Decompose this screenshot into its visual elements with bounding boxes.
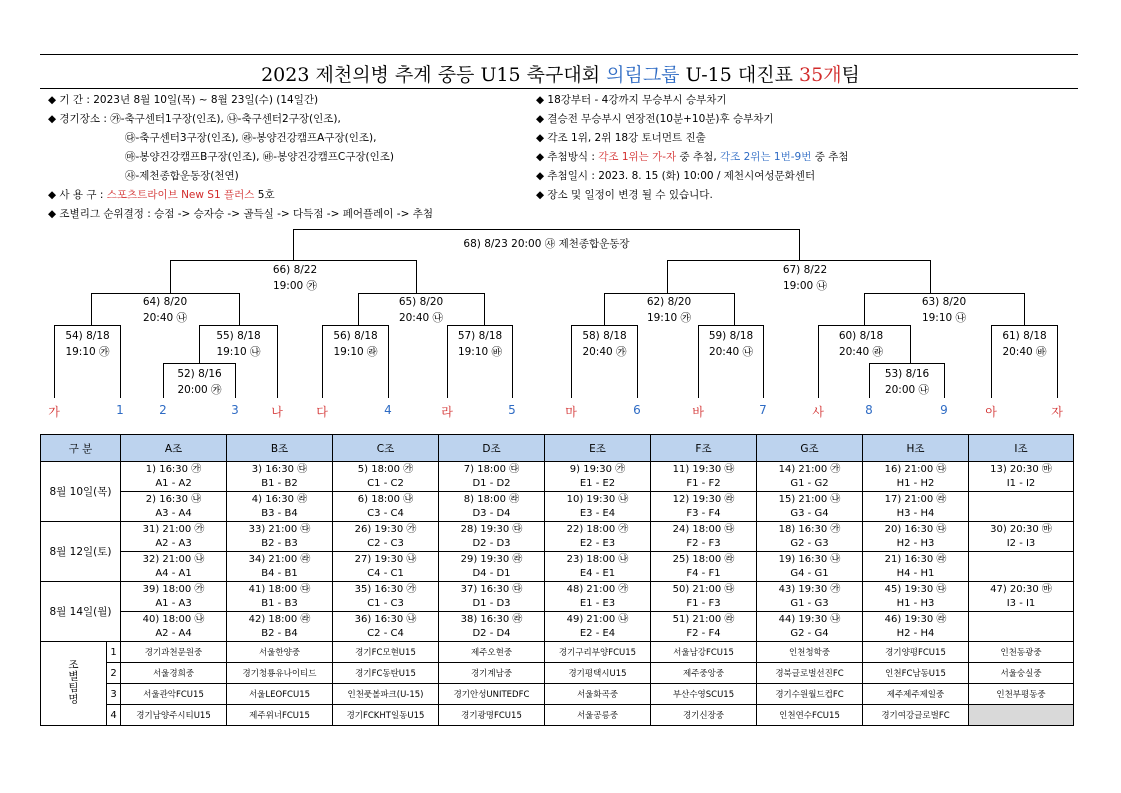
- game-info: 6) 18:00 ㉯: [357, 493, 414, 505]
- team-name: 경기신장중: [651, 705, 757, 726]
- team-name: 경북글로벌선진FC: [757, 663, 863, 684]
- game-info: 23) 18:00 ㉯: [566, 553, 629, 565]
- slot-label: 5: [508, 403, 516, 417]
- team-row: [41, 642, 1074, 663]
- game-info: 18) 16:30 ㉮: [778, 523, 841, 535]
- match-59-label: 59) 8/18 20:40 ㉯: [708, 330, 754, 358]
- game-cell: [333, 522, 439, 552]
- slot-label: 마: [565, 405, 577, 419]
- game-matchup: D4 - D1: [472, 567, 511, 579]
- game-matchup: H2 - H3: [896, 537, 935, 549]
- game-matchup: B2 - B4: [261, 627, 298, 639]
- header-category: 구 분: [41, 435, 121, 462]
- game-info: 32) 21:00 ㉯: [142, 553, 205, 565]
- slot-label: 다: [316, 405, 328, 419]
- match-58-label: 58) 8/18 20:40 ㉮: [582, 330, 627, 358]
- slot-label: 8: [865, 403, 873, 417]
- table-row: [41, 492, 1074, 522]
- game-info: 12) 19:30 ㉱: [672, 493, 735, 505]
- game-matchup: G3 - G4: [790, 507, 829, 519]
- game-matchup: F2 - F3: [686, 537, 721, 549]
- game-info: 42) 18:00 ㉱: [248, 613, 311, 625]
- game-cell: [651, 462, 757, 492]
- slot-label: 아: [985, 405, 997, 419]
- header-group: A조: [121, 435, 227, 462]
- team-rank-number: 2: [107, 663, 121, 684]
- game-info: 16) 21:00 ㉰: [884, 463, 947, 475]
- match-67-label: 67) 8/22 19:00 ㉯: [782, 264, 828, 292]
- game-info: 41) 18:00 ㉰: [248, 583, 311, 595]
- game-info: 38) 16:30 ㉱: [460, 613, 523, 625]
- team-name: [969, 705, 1074, 726]
- match-56-label: 56) 8/18 19:10 ㉱: [333, 330, 378, 358]
- game-matchup: D2 - D4: [472, 627, 511, 639]
- game-cell: [121, 552, 227, 582]
- team-name: 경기남양주시티U15: [121, 705, 227, 726]
- info-rule-4: ◆ 추첨방식 : 각조 1위는 가-자 중 추첨, 각조 2위는 1번-9번 중 추첨: [536, 151, 849, 163]
- game-info: 7) 18:00 ㉰: [463, 463, 520, 475]
- team-label-cell: [41, 642, 107, 726]
- game-matchup: B2 - B3: [261, 537, 298, 549]
- game-matchup: E3 - E4: [579, 507, 616, 519]
- game-info: 17) 21:00 ㉱: [884, 493, 947, 505]
- team-name: 경기수원월드컵FC: [757, 684, 863, 705]
- game-cell: [651, 582, 757, 612]
- game-cell: [757, 582, 863, 612]
- game-cell: [863, 462, 969, 492]
- team-name: 인천동광중: [969, 642, 1074, 663]
- slot-label: 1: [116, 403, 124, 417]
- game-matchup: C1 - C3: [367, 597, 404, 609]
- match-54-label: 54) 8/18 19:10 ㉮: [65, 330, 110, 358]
- team-name: 경기구리부양FCU15: [545, 642, 651, 663]
- match-57-label: 57) 8/18 19:10 ㉳: [457, 330, 503, 358]
- game-cell: [121, 462, 227, 492]
- team-name: 경기청룡유나이티드: [227, 663, 333, 684]
- game-cell: [863, 582, 969, 612]
- team-name: 서울LEOFCU15: [227, 684, 333, 705]
- game-matchup: E2 - E4: [579, 627, 616, 639]
- info-venue-4: ㉴-제천종합운동장(천연): [125, 170, 239, 182]
- game-matchup: H1 - H3: [896, 597, 935, 609]
- game-info: 2) 16:30 ㉯: [145, 493, 202, 505]
- game-info: 40) 18:00 ㉯: [142, 613, 205, 625]
- team-name: 서울공릉중: [545, 705, 651, 726]
- top-rule: [40, 54, 1078, 55]
- team-name: 인천FC남동U15: [863, 663, 969, 684]
- game-cell: [757, 492, 863, 522]
- team-name: 서울관악FCU15: [121, 684, 227, 705]
- info-rule-5: ◆ 추첨일시 : 2023. 8. 15 (화) 10:00 / 제천시여성문화센터: [536, 170, 816, 182]
- game-matchup: E4 - E1: [579, 567, 616, 579]
- info-rank: ◆ 조별리그 순위결정 : 승점 -> 승자승 -> 골득실 -> 다득점 -> 페어플레이 -> 추첨: [48, 208, 433, 220]
- game-matchup: B1 - B2: [261, 477, 298, 489]
- game-matchup: C2 - C4: [367, 627, 404, 639]
- game-info: 4) 16:30 ㉱: [251, 493, 308, 505]
- game-info: 45) 19:30 ㉰: [884, 583, 947, 595]
- game-cell: [757, 612, 863, 642]
- game-cell: [439, 522, 545, 552]
- slot-label: 7: [759, 403, 767, 417]
- game-info: 46) 19:30 ㉱: [884, 613, 947, 625]
- game-cell: [757, 462, 863, 492]
- team-label: 조별팀명: [67, 659, 79, 705]
- team-name: 경기안성UNITEDFC: [439, 684, 545, 705]
- game-cell: [227, 492, 333, 522]
- slot-label: 6: [633, 403, 641, 417]
- team-name: 경기FC모현U15: [333, 642, 439, 663]
- game-matchup: C4 - C1: [367, 567, 404, 579]
- match-66-label: 66) 8/22 19:00 ㉮: [272, 264, 318, 292]
- game-cell: [227, 582, 333, 612]
- game-info: 20) 16:30 ㉰: [884, 523, 947, 535]
- table-row: [41, 462, 1074, 492]
- team-name: 인천부평동중: [969, 684, 1074, 705]
- game-info: 19) 16:30 ㉯: [778, 553, 841, 565]
- team-name: 경기FC동탄U15: [333, 663, 439, 684]
- game-cell: [863, 522, 969, 552]
- header-group: E조: [545, 435, 651, 462]
- game-matchup: G1 - G2: [790, 477, 829, 489]
- game-cell: [863, 612, 969, 642]
- game-cell: [651, 522, 757, 552]
- team-name: 제주중앙중: [651, 663, 757, 684]
- game-cell: [969, 552, 1074, 582]
- game-matchup: G2 - G3: [790, 537, 829, 549]
- team-name: 부산수영SCU15: [651, 684, 757, 705]
- game-cell: [757, 552, 863, 582]
- table-row: [41, 552, 1074, 582]
- game-matchup: A1 - A2: [155, 477, 192, 489]
- game-cell: [333, 492, 439, 522]
- game-cell: [439, 582, 545, 612]
- game-matchup: H3 - H4: [896, 507, 935, 519]
- game-info: 10) 19:30 ㉯: [566, 493, 629, 505]
- game-info: 31) 21:00 ㉮: [142, 523, 205, 535]
- game-info: 15) 21:00 ㉯: [778, 493, 841, 505]
- team-name: 인천풋볼파크(U-15): [333, 684, 439, 705]
- team-name: 서울숭실중: [969, 663, 1074, 684]
- table-row: [41, 522, 1074, 552]
- team-name: 서울경희중: [121, 663, 227, 684]
- game-cell: [863, 492, 969, 522]
- info-rule-3: ◆ 각조 1위, 2위 18강 토너먼트 진출: [536, 132, 706, 144]
- game-cell: [121, 582, 227, 612]
- game-info: 21) 16:30 ㉱: [884, 553, 947, 565]
- game-cell: [969, 582, 1074, 612]
- game-info: 27) 19:30 ㉯: [354, 553, 417, 565]
- game-matchup: F1 - F2: [686, 477, 721, 489]
- team-row: [41, 705, 1074, 726]
- header-group: I조: [969, 435, 1074, 462]
- game-cell: [439, 552, 545, 582]
- game-info: 36) 16:30 ㉯: [354, 613, 417, 625]
- info-venue-3: ㉲-봉양건강캠프B구장(인조), ㉳-봉양건강캠프C구장(인조): [125, 151, 395, 163]
- team-name: 제주오현중: [439, 642, 545, 663]
- game-matchup: E1 - E2: [579, 477, 616, 489]
- game-cell: [227, 552, 333, 582]
- game-matchup: E2 - E3: [579, 537, 616, 549]
- game-cell: [651, 612, 757, 642]
- game-matchup: H4 - H1: [896, 567, 935, 579]
- game-matchup: G1 - G3: [790, 597, 829, 609]
- match-55-label: 55) 8/18 19:10 ㉯: [216, 330, 261, 358]
- game-cell: [969, 492, 1074, 522]
- match-63-label: 63) 8/20 19:10 ㉯: [921, 296, 967, 324]
- game-cell: [545, 492, 651, 522]
- game-info: 28) 19:30 ㉰: [460, 523, 523, 535]
- match-64-label: 64) 8/20 20:40 ㉯: [142, 296, 188, 324]
- game-info: 51) 21:00 ㉱: [672, 613, 735, 625]
- game-info: 44) 19:30 ㉯: [778, 613, 841, 625]
- header-group: D조: [439, 435, 545, 462]
- game-cell: [651, 492, 757, 522]
- game-info: 35) 16:30 ㉮: [354, 583, 417, 595]
- team-name: 제주위너FCU15: [227, 705, 333, 726]
- table-row: [41, 582, 1074, 612]
- info-rule-1: ◆ 18강부터 - 4강까지 무승부시 승부차기: [536, 94, 727, 106]
- game-matchup: H1 - H2: [896, 477, 935, 489]
- game-matchup: A4 - A1: [155, 567, 192, 579]
- game-matchup: I1 - I2: [1006, 477, 1036, 489]
- header-group: G조: [757, 435, 863, 462]
- team-rank-number: 3: [107, 684, 121, 705]
- header-group: H조: [863, 435, 969, 462]
- match-53-label: 53) 8/16 20:00 ㉯: [884, 368, 930, 396]
- game-matchup: E1 - E3: [579, 597, 616, 609]
- game-cell: [545, 522, 651, 552]
- day-cell: 8월 14일(월): [41, 582, 121, 642]
- info-venue-1: ◆ 경기장소 : ㉮-축구센터1구장(인조), ㉯-축구센터2구장(인조),: [48, 113, 341, 125]
- game-matchup: C1 - C2: [367, 477, 404, 489]
- game-matchup: B1 - B3: [261, 597, 298, 609]
- game-matchup: F1 - F3: [686, 597, 721, 609]
- game-cell: [121, 522, 227, 552]
- team-name: 경기계남중: [439, 663, 545, 684]
- slot-label: 4: [384, 403, 392, 417]
- game-info: 49) 21:00 ㉯: [566, 613, 629, 625]
- info-rule-2: ◆ 결승전 무승부시 연장전(10분+10분)후 승부차기: [536, 113, 774, 125]
- game-matchup: I2 - I3: [1006, 537, 1036, 549]
- game-cell: [227, 462, 333, 492]
- team-rank-number: 1: [107, 642, 121, 663]
- team-name: 제주제주제일중: [863, 684, 969, 705]
- match-60-label: 60) 8/18 20:40 ㉱: [838, 330, 884, 358]
- game-matchup: D2 - D3: [472, 537, 511, 549]
- team-rank-number: 4: [107, 705, 121, 726]
- match-62-label: 62) 8/20 19:10 ㉮: [646, 296, 692, 324]
- game-info: 29) 19:30 ㉱: [460, 553, 523, 565]
- game-cell: [545, 612, 651, 642]
- game-info: 39) 18:00 ㉮: [142, 583, 205, 595]
- header-group: C조: [333, 435, 439, 462]
- game-info: 37) 16:30 ㉰: [460, 583, 523, 595]
- match-52-label: 52) 8/16 20:00 ㉮: [177, 368, 222, 396]
- game-info: 24) 18:00 ㉰: [672, 523, 735, 535]
- team-name: 인천연수FCU15: [757, 705, 863, 726]
- page-title: 2023 제천의병 추계 중등 U15 축구대회 의림그룹 U-15 대진표 35개팀: [261, 64, 860, 86]
- game-matchup: A1 - A3: [155, 597, 192, 609]
- game-cell: [439, 492, 545, 522]
- game-matchup: F4 - F1: [686, 567, 721, 579]
- game-info: 34) 21:00 ㉱: [248, 553, 311, 565]
- game-cell: [333, 552, 439, 582]
- slot-label: 나: [271, 405, 283, 419]
- game-matchup: B3 - B4: [261, 507, 298, 519]
- info-rule-6: ◆ 장소 및 일정이 변경 될 수 있습니다.: [536, 189, 713, 201]
- game-info: 9) 19:30 ㉮: [569, 463, 626, 475]
- game-matchup: G4 - G1: [790, 567, 829, 579]
- game-matchup: F2 - F4: [686, 627, 721, 639]
- slot-label: 가: [48, 405, 60, 419]
- table-header-row: [41, 435, 1074, 462]
- game-info: 13) 20:30 ㉲: [990, 463, 1052, 475]
- game-info: 3) 16:30 ㉰: [251, 463, 308, 475]
- game-info: 14) 21:00 ㉮: [778, 463, 841, 475]
- game-cell: [969, 612, 1074, 642]
- game-matchup: I3 - I1: [1006, 597, 1036, 609]
- match-61-label: 61) 8/18 20:40 ㉳: [1002, 330, 1047, 358]
- game-info: 43) 19:30 ㉮: [778, 583, 841, 595]
- game-cell: [651, 552, 757, 582]
- game-info: 1) 16:30 ㉮: [145, 463, 202, 475]
- title-rule: [40, 88, 1078, 89]
- match-65-label: 65) 8/20 20:40 ㉯: [398, 296, 444, 324]
- slot-label: 라: [441, 405, 453, 419]
- header-group: B조: [227, 435, 333, 462]
- game-matchup: H2 - H4: [896, 627, 935, 639]
- game-info: 33) 21:00 ㉰: [248, 523, 311, 535]
- game-cell: [545, 552, 651, 582]
- game-cell: [545, 582, 651, 612]
- slot-label: 9: [940, 403, 948, 417]
- team-name: 서울남강FCU15: [651, 642, 757, 663]
- team-name: 경기과천문원중: [121, 642, 227, 663]
- team-name: 경기평택시U15: [545, 663, 651, 684]
- game-cell: [439, 612, 545, 642]
- match-68-label: 68) 8/23 20:00 ㉴ 제천종합운동장: [463, 238, 630, 250]
- schedule-table: [40, 434, 1074, 726]
- info-period: ◆ 기 간 : 2023년 8월 10일(목) ~ 8월 23일(수) (14일간): [48, 94, 319, 106]
- game-cell: [333, 612, 439, 642]
- game-info: 30) 20:30 ㉲: [990, 523, 1052, 535]
- game-info: 22) 18:00 ㉮: [566, 523, 629, 535]
- slot-label: 2: [159, 403, 167, 417]
- game-matchup: G2 - G4: [790, 627, 829, 639]
- game-cell: [227, 522, 333, 552]
- game-cell: [227, 612, 333, 642]
- game-cell: [439, 462, 545, 492]
- team-name: 서울화곡중: [545, 684, 651, 705]
- game-info: 5) 18:00 ㉮: [357, 463, 414, 475]
- slot-label: 바: [692, 405, 704, 419]
- game-cell: [969, 522, 1074, 552]
- game-cell: [333, 582, 439, 612]
- team-row: [41, 663, 1074, 684]
- team-name: 경기양평FCU15: [863, 642, 969, 663]
- game-matchup: B4 - B1: [261, 567, 298, 579]
- day-cell: 8월 10일(목): [41, 462, 121, 522]
- game-info: 11) 19:30 ㉰: [672, 463, 735, 475]
- game-matchup: D1 - D3: [472, 597, 511, 609]
- game-cell: [121, 612, 227, 642]
- game-cell: [757, 522, 863, 552]
- game-matchup: C2 - C3: [367, 537, 404, 549]
- info-ball: ◆ 사 용 구 : 스포츠트라이브 New S1 플러스 5호: [48, 189, 275, 201]
- game-info: 47) 20:30 ㉲: [990, 583, 1052, 595]
- team-name: 경기여강글로벌FC: [863, 705, 969, 726]
- game-matchup: A2 - A4: [155, 627, 192, 639]
- info-venue-2: ㉰-축구센터3구장(인조), ㉱-봉양건강캠프A구장(인조),: [125, 132, 377, 144]
- game-cell: [545, 462, 651, 492]
- team-name: 서울한양중: [227, 642, 333, 663]
- table-row: [41, 612, 1074, 642]
- slot-label: 자: [1051, 405, 1063, 419]
- header-group: F조: [651, 435, 757, 462]
- game-matchup: F3 - F4: [686, 507, 721, 519]
- game-cell: [863, 552, 969, 582]
- game-info: 26) 19:30 ㉮: [354, 523, 417, 535]
- game-info: 50) 21:00 ㉰: [672, 583, 735, 595]
- game-cell: [333, 462, 439, 492]
- game-info: 8) 18:00 ㉱: [463, 493, 520, 505]
- game-info: 48) 21:00 ㉮: [566, 583, 629, 595]
- game-matchup: C3 - C4: [367, 507, 404, 519]
- game-cell: [121, 492, 227, 522]
- day-cell: 8월 12일(토): [41, 522, 121, 582]
- game-matchup: D1 - D2: [472, 477, 511, 489]
- slot-label: 3: [231, 403, 239, 417]
- game-matchup: A3 - A4: [155, 507, 192, 519]
- game-matchup: A2 - A3: [155, 537, 192, 549]
- team-name: 경기광명FCU15: [439, 705, 545, 726]
- game-info: 25) 18:00 ㉱: [672, 553, 735, 565]
- team-name: 경기FCKHT일동U15: [333, 705, 439, 726]
- team-row: [41, 684, 1074, 705]
- game-matchup: D3 - D4: [472, 507, 511, 519]
- team-name: 인천청학중: [757, 642, 863, 663]
- game-cell: [969, 462, 1074, 492]
- slot-label: 사: [812, 405, 824, 419]
